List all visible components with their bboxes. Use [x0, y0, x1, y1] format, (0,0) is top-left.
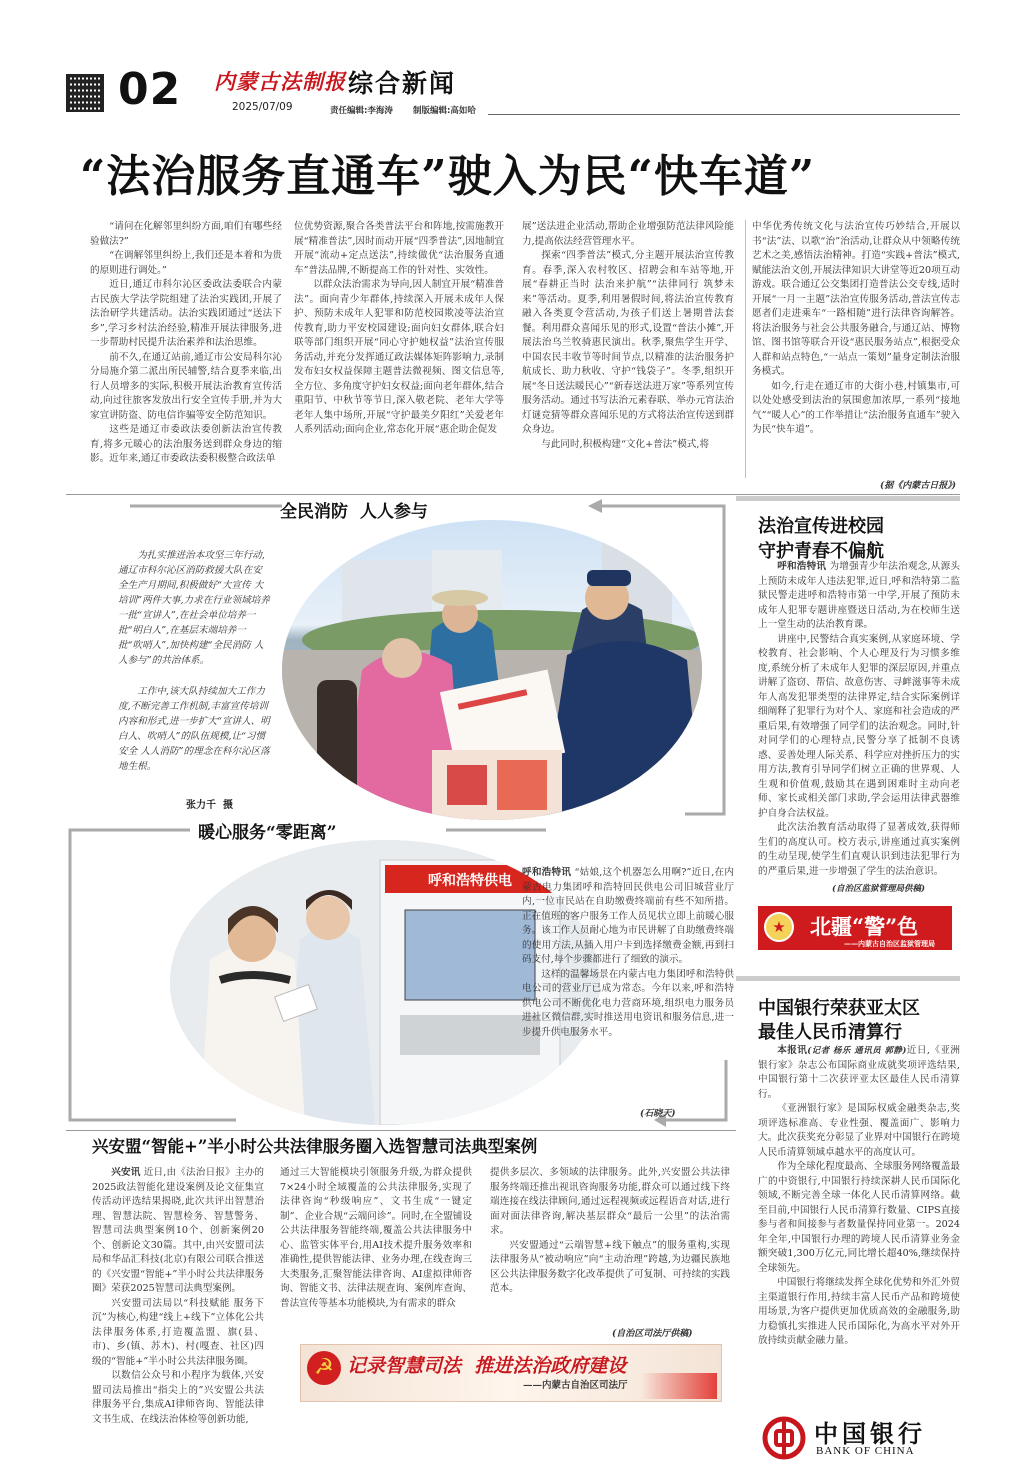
paragraph: 这样的温馨场景在内蒙古电力集团呼和浩特供电公司的营业厅已成为常态。今年以来,呼和浩特供电公司不断优化电力营商环境,组织电力服务员进社区微信群,实时推送用电资讯和服务信息,进一步提升供电服务水平。 [522, 968, 734, 1038]
paragraph: 提供多层次、多领域的法律服务。此外,兴安盟公共法律服务终端还推出视讯咨询服务功能,群众可以通过线下终端连接在线法律顾问,通过远程视频或远程语音对话,进行面对面法律咨询,解决基层群众“最后一公里”的法治需求。 [490, 1167, 730, 1236]
paragraph: 位优势资源,聚合各类普法平台和阵地,按需施教开展“精准普法”,因时而动开展“四季普法”,因地制宜开展“流动+定点送法”,持续做优“法治服务直通车”普法品牌,不断提高工作的针对性、实效性。 [294, 221, 504, 276]
boc-headline-2: 最佳人民币清算行 [758, 1022, 902, 1043]
lead-name: 呼和浩特讯 [522, 867, 572, 878]
layout-editor-credit: 制版编辑:高如哈 [413, 106, 476, 116]
school-text [758, 560, 960, 879]
lead-name: 兴安讯 [111, 1167, 141, 1178]
banner-sub-text: ——内蒙古自治区司法厅 [523, 1380, 628, 1391]
xingan-headline: 兴安盟“智能+”半小时公共法律服务圈入选智慧司法典型案例 [92, 1137, 538, 1156]
boc-text [758, 1044, 960, 1349]
paragraph: 此次法治教育活动取得了显著成效,获得师生们的高度认可。校方表示,讲座通过真实案例的生动呈现,使学生们直观认识到违法犯罪行为的严重后果,进一步增强了学生的法治意识。 [758, 822, 960, 877]
issue-date: 2025/07/09 [232, 101, 293, 113]
paragraph: 通过三大智能模块引领服务升级,为群众提供7×24小时全域覆盖的公共法律服务,实现了法律咨询“秒级响应”、文书生成“一键定制”、企业合规“云端问诊”。同时,在全盟铺设公共法律服务智能终端,覆盖公共法律服务中心、监管实体平台,用AI技术提升服务效率和准确性,提供智能法律、业务办理,在线查询三大类服务,汇聚智能法律咨询、AI虚拟律师咨询、智能文书、法律法规查询、案例库查询、普法宣传等基本功能模块,为有需求的群众 [280, 1167, 472, 1309]
paragraph: 探索“四季普法”模式,分主题开展法治宣传教育。春季,深入农村牧区、招聘会和车站等地,开展“春耕正当时 法治来护航”“法律同行 筑梦未来”等活动。夏季,利用暑假时间,将法治宣传教育融入各类夏令营活动,为孩子们送上暑期普法套餐。利用群众喜闻乐见的形式,设置“普法小摊”,开展法治乌兰牧骑惠民演出。秋季,聚焦学生开学、中国农民丰收节等时间节点,以精准的法治服务护航成长、助力秋收、守护“钱袋子”。冬季,组织开展“冬日送法暖民心”“新春送法进万家”等系列宣传服务活动。通过书写法治元素春联、举办元宵法治灯谜竞猜等群众喜闻乐见的方式将法治宣传送到群众身边。 [522, 250, 734, 435]
paragraph: 前不久,在通辽站前,通辽市公安局科尔沁分局施介第二派出所民辅警,结合夏季来临,出行人员增多的实际,积极开展法治教育宣传活动,向过往旅客发放出行安全宣传手册,并为大家宣讲防盗、防电信诈骗等安全防范知识。 [90, 351, 282, 421]
paragraph: 近日,通辽市科尔沁区委政法委联合内蒙古民族大学法学院组建了法治实践团,开展了法治研学共建活动。法治实践团通过“送法下乡”,学习乡村法治经验,精准开展法律服务,进一步帮助村民提升法治素养和法治思维。 [90, 279, 282, 348]
lead-name: 本报讯 [777, 1045, 808, 1056]
column-divider [745, 220, 746, 478]
lead-col-1 [90, 220, 282, 467]
school-headline-2: 守护青春不偏航 [758, 541, 884, 562]
paragraph: 以群众法治需求为导向,因人制宜开展“精准普法”。面向青少年群体,持续深入开展未成年人保护、预防未成年人犯罪和防范校园欺凌等法治宣传教育,助力平安校园建设;面向妇女群体,联合妇联等部门组织开展“同心守护她权益”法治宣传服务活动,并充分发挥通辽政法媒体矩阵影响力,录制发布妇女权益保障主题普法微视频、图文信息等,全方位、多角度守护妇女权益;面向老年群体,结合重阳节、中秋节等节日,深入敬老院、老年大学等老年人集中场所,开展“守护最美夕阳红”关爱老年人系列活动;面向企业,常态化开展“惠企助企促发 [294, 279, 504, 435]
paragraph: 中国银行将继续发挥全球化优势和外汇外贸主渠道银行作用,持续丰富人民币产品和跨境使用场景,为客户提供更加优质高效的金融服务,助力稳慎扎实推进人民币国际化,为高水平对外开放持续贡献金融力量。 [758, 1277, 960, 1346]
page-number: 02 [118, 64, 182, 115]
editor-credit: 责任编辑:李海涛 [330, 106, 393, 116]
boc-logo [758, 1412, 958, 1462]
paragraph: 以数信公众号和小程序为载体,兴安盟司法局推出“指尖上的”兴安盟公共法律服务平台,集成AI律师咨询、智能法律文书生成、在线法治体检等创新功能, [92, 1370, 264, 1425]
paper-name-logo: 内蒙古法制报 [214, 69, 346, 94]
school-headline-1: 法治宣传进校园 [758, 516, 884, 537]
paragraph: “在调解邻里纠纷上,我们还是本着和为贵的原则进行调处。” [90, 250, 282, 276]
xingan-source: (自治区司法厅供稿) [612, 1329, 693, 1339]
lead-headline: “法治服务直通车”驶入为民“快车道” [80, 151, 816, 202]
police-banner-main: 北疆“警”色 [810, 914, 919, 939]
paragraph: 与此同时,积极构建“文化+普法”模式,将 [541, 438, 710, 450]
paragraph: 这些是通辽市委政法委创新法治宣传教育,将多元暖心的法治服务送到群众身边的缩影。近年来,通辽市委政法委积极整合政法单 [90, 424, 282, 464]
paragraph: 《亚洲银行家》是国际权威金融类杂志,奖项评选标准高、专业性强、覆盖面广、影响力大。此次获奖充分彰显了业界对中国银行在跨境人民币清算领域卓越水平的高度认可。 [758, 1103, 960, 1158]
photo2-source: (石晓天) [640, 1109, 676, 1119]
photo1-caption-2 [118, 684, 270, 774]
qr-code [66, 74, 104, 112]
paragraph: 展”送法进企业活动,帮助企业增强防范法律风险能力,提高依法经营管理水平。 [522, 221, 734, 247]
lead-name: 呼和浩特讯 [777, 561, 827, 572]
police-badge-icon: ★ [764, 912, 794, 942]
lead-source: (据《内蒙古日报》) [880, 481, 957, 491]
lead-col-4 [752, 220, 960, 438]
photo1-byline: 张力千 摄 [186, 800, 233, 811]
masthead-rule [488, 114, 960, 115]
paragraph [758, 1044, 960, 1102]
paragraph-text: 为增强青少年法治观念,从源头上预防未成年人违法犯罪,近日,呼和浩特第二监狱民警走进呼和浩特市第一中学,开展了预防未成年人犯罪专题讲座暨送日活动,为在校师生送上一堂生动的法治教育课。 [758, 561, 960, 630]
boc-top-divider [736, 976, 960, 981]
boc-headline-1: 中国银行荣获亚太区 [758, 998, 920, 1019]
paragraph [92, 1166, 264, 1297]
caption-text: 工作中,该大队持续加大工作力度,不断完善工作机制,丰富宣传培训内容和形式,进一步扩大“宣讲人、明白人、吹哨人”的队伍规模,让“习惯安全 人人消防”的理念在科尔沁区落地生根。 [118, 686, 270, 772]
lead-col-2 [294, 220, 504, 438]
paragraph: 作为全球化程度最高、全球服务网络覆盖最广的中资银行,中国银行持续深耕人民币国际化领域,不断完善全球一体化人民币清算网络。截至目前,中国银行人民币清算行数量、CIPS直接参与者和间接参与者数量保持同业第一。2024年全年,中国银行办理的跨境人民币清算业务金额突破1,300万亿元,同比增长超40%,继续保持全球领先。 [758, 1161, 960, 1274]
party-emblem-icon: ☭ [307, 1351, 341, 1385]
screen-label: 呼和浩特供电 [428, 873, 512, 889]
photo1-caption [118, 548, 270, 668]
paragraph [758, 560, 960, 633]
lead-divider [66, 494, 960, 495]
paragraph: “请问在化解邻里纠纷方面,咱们有哪些经验做法?” [90, 221, 282, 247]
police-banner-sub: ——内蒙古自治区监狱管理局 [844, 939, 935, 948]
boc-logo-cn: 中国银行 [814, 1419, 926, 1448]
flag-decoration [641, 1373, 717, 1399]
paragraph: 中华优秀传统文化与法治宣传巧妙结合,开展以书“法”法、以歌“治”治活动,让群众从中领略传统艺术之美,感悟法治精神。打造“实践+普法”模式,赋能法治文创,开展法律知识大讲堂等近20项互动游戏。联合通辽公交集团打造普法公交专线,适时开展“一月一主题”法治宣传服务活动,普法宣传志愿者们走进乘车“一路相随”进行法律咨询解答。将法治服务与社会公共服务融合,与通辽站、博物馆、图书馆等联合开设“惠民服务站点”,根据受众人群和站点特色,“一站点一策划”量身定制法治服务模式。 [752, 221, 960, 377]
xingan-col-1 [92, 1166, 264, 1427]
photo1-title: 全民消防 人人参与 [280, 502, 428, 522]
school-source: (自治区监狱管理局供稿) [832, 884, 926, 894]
paragraph: 兴安盟通过“云端智慧+线下触点”的服务重构,实现法律服务从“被动响应”向“主动治理”跨越,为边疆民族地区公共法律服务数字化改革提供了可复制、可持续的实践范本。 [490, 1239, 730, 1294]
paragraph: 讲座中,民警结合真实案例,从家庭环境、学校教育、社会影响、个人心理及行为习惯多维度,系统分析了未成年人犯罪的深层原因,并重点讲解了盗窃、帮信、故意伤害、寻衅滋事等未成年人高发犯罪类型的法律界定,结合实际案例详细阐释了犯罪行为对个人、家庭和社会造成的严重后果,有效增强了同学们的法治观念。同时,针对同学们的心理特点,民警分享了抵制不良诱惑、妥善处理人际关系、科学应对挫折压力的实用方法,教育引导同学们树立正确的世界观、人生观和价值观,鼓励其在遇到困难时主动向老师、家长或相关部门求助,学会运用法律武器维护自身合法权益。 [758, 633, 960, 819]
xingan-col-2 [280, 1166, 472, 1311]
caption-text: 为扎实推进治本攻坚三年行动,通辽市科尔沁区消防救援大队在安全生产月期间,积极做好“大宣传 大培训”两件大事,力求在行业领域培养一批“宣讲人”,在社会单位培养一批“明白人”,在基层末端培养一批“吹哨人”,加快构建“全民消防 人人参与”的共治体系。 [118, 550, 270, 666]
lead-reporter: (记者 杨乐 通讯员 郭静) [807, 1046, 907, 1056]
paragraph: 如今,行走在通辽市的大街小巷,村镇集市,可以处处感受到法治的氛围愈加浓厚,一系列“接地气”“暖人心”的工作举措让“法治服务直通车”驶入为民“快车道”。 [752, 380, 960, 435]
paragraph [522, 866, 734, 968]
xingan-col-3 [490, 1166, 730, 1297]
xingan-top-divider [66, 1130, 736, 1131]
photo2-title: 暖心服务“零距离” [198, 823, 337, 843]
paragraph-text: 近日,由《法治日报》主办的2025政法智能化建设案例及论文征集宣传活动评选结果揭晓,此次共评出智慧治理、智慧法院、智慧检务、智慧警务、智慧司法典型案例10个、创新案例20个、创新论文30篇。其中,由兴安盟司法局和华品汇科技(北京)有限公司联合推送的《兴安盟“智能+”半小时公共法律服务圈》荣获2025智慧司法典型案例。 [92, 1167, 264, 1294]
right-col-top-bar [736, 496, 960, 501]
fire-safety-photo [282, 520, 702, 820]
boc-logo-en: BANK OF CHINA [816, 1445, 915, 1457]
paragraph: 兴安盟司法局以“科技赋能 服务下沉”为核心,构建“线上+线下”立体化公共法律服务体系,打造覆盖盟、旗(县、市)、乡(镇、苏木)、村(嘎查、社区)四级的“智能+”半小时公共法律服务圈。 [92, 1297, 264, 1367]
smart-justice-banner [300, 1344, 722, 1402]
photo2-text [522, 866, 734, 1040]
paragraph-text: 近日,《亚洲银行家》杂志公布国际商业成就奖项评选结果,中国银行第十二次获评亚太区最佳人民币清算行。 [758, 1045, 960, 1100]
boc-logo-icon [762, 1416, 806, 1460]
lead-col-3 [522, 220, 734, 452]
section-title: 综合新闻 [348, 69, 457, 98]
police-banner [758, 906, 952, 950]
banner-main-text: 记录智慧司法 推进法治政府建设 [347, 1355, 627, 1377]
paragraph-text: “姑娘,这个机器怎么用啊?”近日,在内蒙古电力集团呼和浩特回民供电公司旧城营业厅内,一位市民站在自助缴费终端前有些不知所措。正在值班的客户服务工作人员见状立即上前暖心服务。该工作人员耐心地为市民讲解了自助缴费终端的使用方法,从插入用户卡到选择缴费金额,再到扫码支付,每个步骤都进行了细致的演示。 [522, 867, 734, 965]
